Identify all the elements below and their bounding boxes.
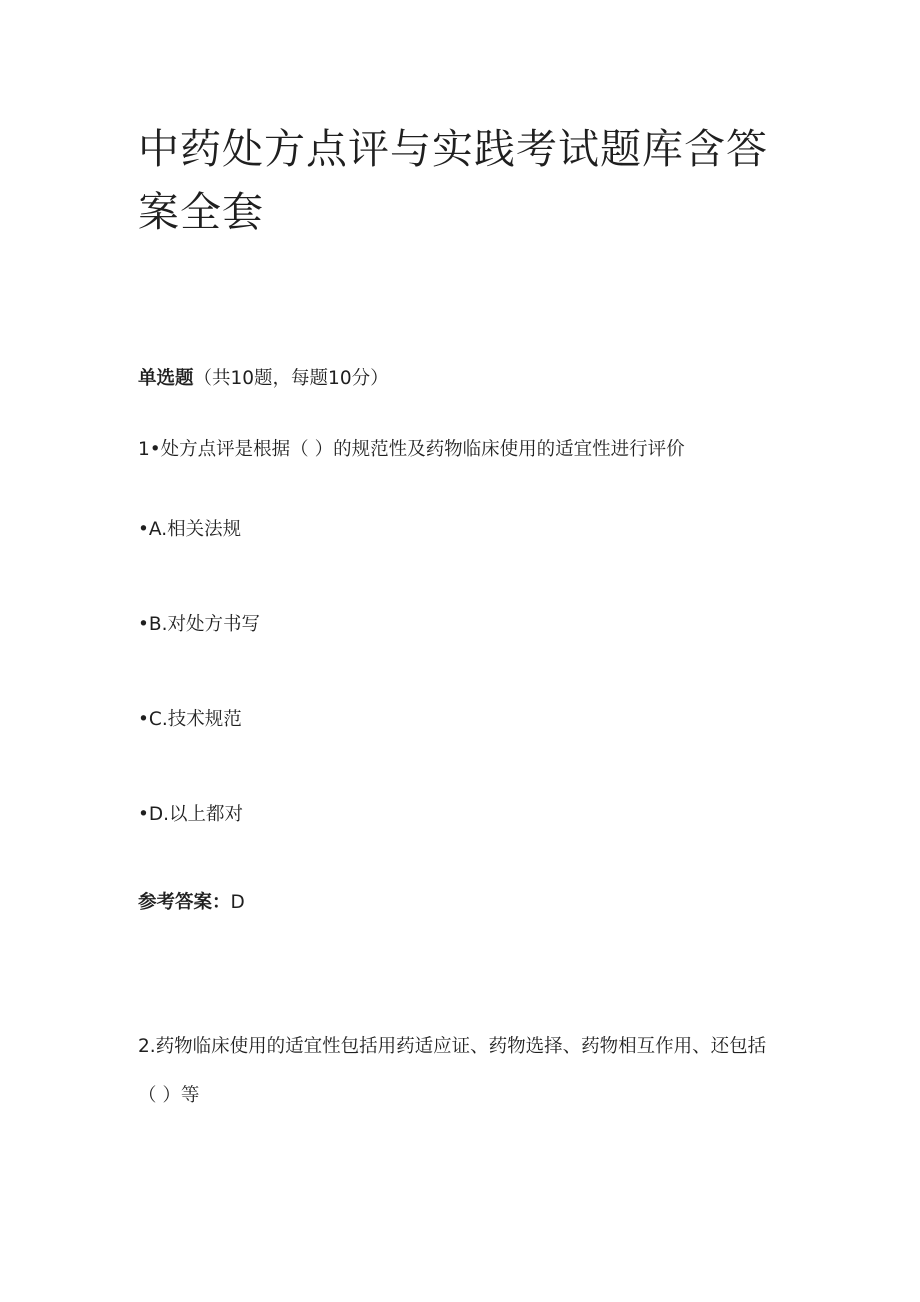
question-1-option-b: •B.对处方书写 [138,614,260,635]
answer-label: 参考答案： [138,892,231,913]
document-title: 中药处方点评与实践考试题库含答案全套 [138,125,768,236]
question-2-text: 2.药物临床使用的适宜性包括用药适应证、药物选择、药物相互作用、还包括（ ）等 [138,1036,767,1106]
section-label: 单选题 [138,368,194,389]
question-1-option-c: •C.技术规范 [138,709,242,730]
question-1-option-a: •A.相关法规 [138,519,242,540]
question-1-option-d: •D.以上都对 [138,804,244,825]
section-detail: （共10题，每题10分） [193,368,389,389]
question-1-answer [138,888,245,918]
question-1-text: 1•处方点评是根据（ ）的规范性及药物临床使用的适宜性进行评价 [138,439,685,460]
answer-value: D [230,892,245,913]
section-heading [138,364,389,394]
